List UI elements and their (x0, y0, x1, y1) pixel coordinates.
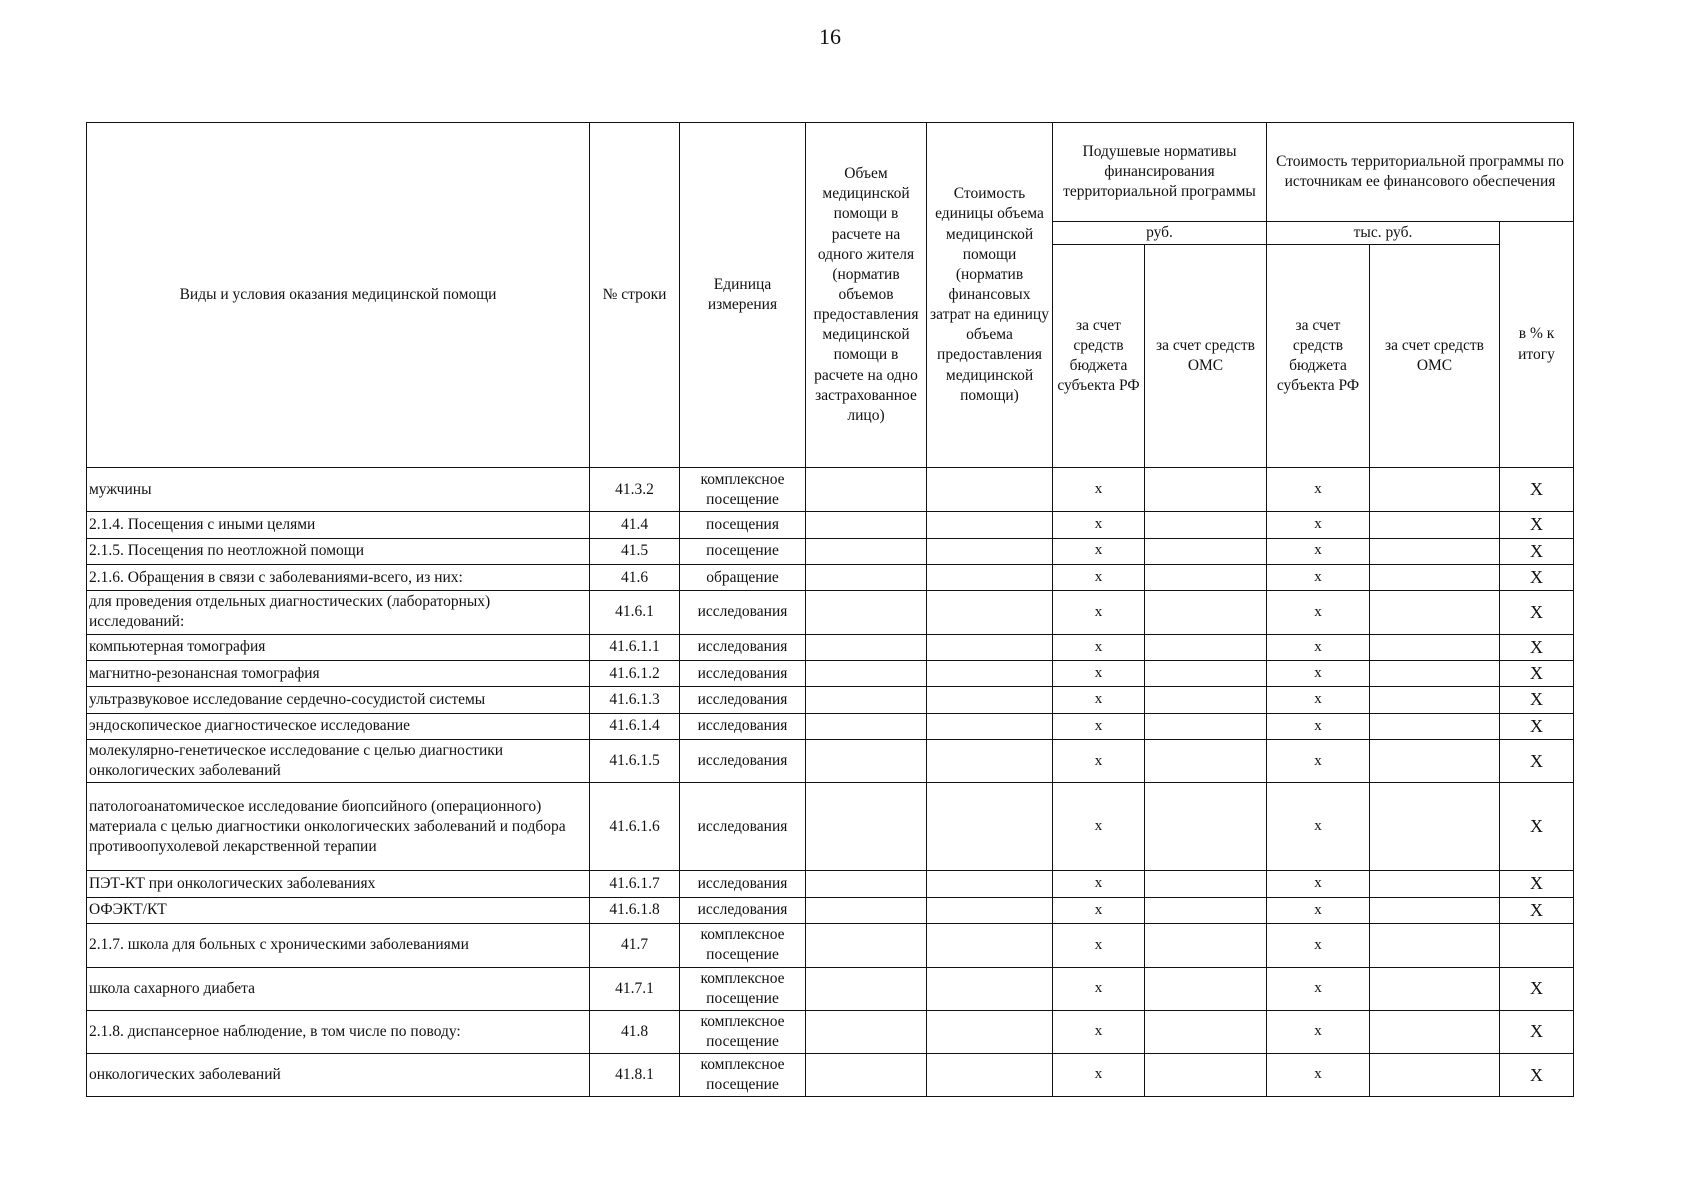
row-volume (806, 897, 927, 923)
row-unit: исследования (680, 740, 806, 783)
row-unit: исследования (680, 660, 806, 686)
row-code: 41.6.1.5 (590, 740, 680, 783)
row-percent: Х (1500, 660, 1574, 686)
row-unit-cost (927, 897, 1053, 923)
header-percent-total: в % к итогу (1500, 222, 1574, 468)
row-code: 41.7.1 (590, 967, 680, 1010)
row-budget-rf-2: х (1267, 512, 1370, 538)
row-name: для проведения отдельных диагностических (лабораторных) исследований: (87, 591, 590, 634)
row-oms (1145, 1010, 1267, 1053)
row-unit: исследования (680, 713, 806, 739)
row-budget-rf-2: х (1267, 538, 1370, 564)
row-budget-rf-2: х (1267, 1054, 1370, 1097)
row-code: 41.6.1.4 (590, 713, 680, 739)
row-code: 41.6.1.6 (590, 783, 680, 871)
row-oms (1145, 512, 1267, 538)
row-unit-cost (927, 740, 1053, 783)
row-unit: исследования (680, 634, 806, 660)
row-code: 41.5 (590, 538, 680, 564)
row-budget-rf: х (1053, 538, 1145, 564)
row-percent: Х (1500, 967, 1574, 1010)
row-unit: посещения (680, 512, 806, 538)
row-oms (1145, 740, 1267, 783)
table-row (87, 1010, 1574, 1053)
row-oms-2 (1370, 871, 1500, 897)
table-row (87, 871, 1574, 897)
row-volume (806, 713, 927, 739)
row-code: 41.6.1.8 (590, 897, 680, 923)
row-percent: Х (1500, 591, 1574, 634)
row-percent: Х (1500, 512, 1574, 538)
row-unit-cost (927, 564, 1053, 590)
row-name: ультразвуковое исследование сердечно-сосудистой системы (87, 687, 590, 713)
row-unit-cost (927, 1054, 1053, 1097)
row-budget-rf-2: х (1267, 783, 1370, 871)
row-code: 41.6.1.7 (590, 871, 680, 897)
table-row (87, 591, 1574, 634)
row-oms (1145, 660, 1267, 686)
row-code: 41.4 (590, 512, 680, 538)
row-oms (1145, 897, 1267, 923)
row-oms (1145, 591, 1267, 634)
row-unit: комплексное посещение (680, 468, 806, 512)
row-volume (806, 591, 927, 634)
row-name: онкологических заболеваний (87, 1054, 590, 1097)
table-row (87, 512, 1574, 538)
row-unit-cost (927, 468, 1053, 512)
row-code: 41.7 (590, 924, 680, 967)
row-budget-rf-2: х (1267, 564, 1370, 590)
row-unit: комплексное посещение (680, 924, 806, 967)
row-unit: комплексное посещение (680, 967, 806, 1010)
row-volume (806, 967, 927, 1010)
header-volume: Объем медицинской помощи в расчете на одного жителя (норматив объемов предоставления медицинской помощи в расчете на одно застрахованное лицо) (806, 123, 927, 468)
row-oms-2 (1370, 897, 1500, 923)
row-unit: исследования (680, 897, 806, 923)
row-volume (806, 660, 927, 686)
row-oms-2 (1370, 924, 1500, 967)
header-oms: за счет средств ОМС (1145, 245, 1267, 468)
header-budget-rf: за счет средств бюджета субъекта РФ (1053, 245, 1145, 468)
row-name: компьютерная томография (87, 634, 590, 660)
row-unit-cost (927, 660, 1053, 686)
row-unit: исследования (680, 591, 806, 634)
table-row (87, 1054, 1574, 1097)
row-oms-2 (1370, 783, 1500, 871)
row-volume (806, 468, 927, 512)
row-volume (806, 687, 927, 713)
row-unit: посещение (680, 538, 806, 564)
row-unit-cost (927, 687, 1053, 713)
row-oms (1145, 538, 1267, 564)
row-oms (1145, 1054, 1267, 1097)
row-unit-cost (927, 871, 1053, 897)
header-program-cost-group: Стоимость территориальной программы по источникам ее финансового обеспечения (1267, 123, 1574, 222)
header-per-capita-group: Подушевые нормативы финансирования территориальной программы (1053, 123, 1267, 222)
row-unit: исследования (680, 687, 806, 713)
row-percent: Х (1500, 871, 1574, 897)
row-name: 2.1.7. школа для больных с хроническими заболеваниями (87, 924, 590, 967)
row-volume (806, 1054, 927, 1097)
row-unit-cost (927, 512, 1053, 538)
row-code: 41.6 (590, 564, 680, 590)
row-volume (806, 634, 927, 660)
row-budget-rf: х (1053, 591, 1145, 634)
row-percent: Х (1500, 564, 1574, 590)
row-budget-rf-2: х (1267, 897, 1370, 923)
row-oms (1145, 713, 1267, 739)
row-percent: Х (1500, 740, 1574, 783)
row-name: молекулярно-генетическое исследование с целью диагностики онкологических заболеваний (87, 740, 590, 783)
table-row (87, 634, 1574, 660)
table-row (87, 564, 1574, 590)
row-budget-rf-2: х (1267, 871, 1370, 897)
row-code: 41.8.1 (590, 1054, 680, 1097)
financing-table (86, 122, 1574, 1097)
row-name: 2.1.4. Посещения с иными целями (87, 512, 590, 538)
row-oms-2 (1370, 713, 1500, 739)
table-row (87, 468, 1574, 512)
row-budget-rf: х (1053, 1054, 1145, 1097)
row-code: 41.6.1.3 (590, 687, 680, 713)
header-unit-thousand-rub: тыс. руб. (1267, 222, 1500, 245)
header-unit-cost: Стоимость единицы объема медицинской помощи (норматив финансовых затрат на единицу объема предоставления медицинской помощи) (927, 123, 1053, 468)
row-oms (1145, 634, 1267, 660)
row-budget-rf: х (1053, 687, 1145, 713)
row-budget-rf: х (1053, 871, 1145, 897)
row-name: магнитно-резонансная томография (87, 660, 590, 686)
row-volume (806, 1010, 927, 1053)
row-budget-rf-2: х (1267, 1010, 1370, 1053)
row-oms-2 (1370, 564, 1500, 590)
row-unit: комплексное посещение (680, 1010, 806, 1053)
row-oms (1145, 783, 1267, 871)
table-row (87, 740, 1574, 783)
row-budget-rf-2: х (1267, 660, 1370, 686)
row-volume (806, 924, 927, 967)
row-budget-rf: х (1053, 660, 1145, 686)
row-oms-2 (1370, 1010, 1500, 1053)
row-name: эндоскопическое диагностическое исследование (87, 713, 590, 739)
table-body (87, 468, 1574, 1097)
row-budget-rf: х (1053, 967, 1145, 1010)
row-unit-cost (927, 538, 1053, 564)
header-row-number: № строки (590, 123, 680, 468)
row-name: 2.1.6. Обращения в связи с заболеваниями-всего, из них: (87, 564, 590, 590)
row-volume (806, 512, 927, 538)
row-oms-2 (1370, 660, 1500, 686)
row-volume (806, 871, 927, 897)
row-oms-2 (1370, 512, 1500, 538)
row-budget-rf-2: х (1267, 468, 1370, 512)
table-row (87, 967, 1574, 1010)
row-volume (806, 538, 927, 564)
row-unit: исследования (680, 783, 806, 871)
row-volume (806, 740, 927, 783)
row-oms-2 (1370, 591, 1500, 634)
header-unit-rub: руб. (1053, 222, 1267, 245)
row-budget-rf-2: х (1267, 740, 1370, 783)
row-name: ПЭТ-КТ при онкологических заболеваниях (87, 871, 590, 897)
row-budget-rf-2: х (1267, 924, 1370, 967)
table-row (87, 897, 1574, 923)
row-budget-rf: х (1053, 713, 1145, 739)
row-oms (1145, 564, 1267, 590)
row-oms (1145, 687, 1267, 713)
table-row (87, 783, 1574, 871)
row-percent: Х (1500, 783, 1574, 871)
row-oms-2 (1370, 468, 1500, 512)
row-budget-rf: х (1053, 897, 1145, 923)
row-budget-rf-2: х (1267, 634, 1370, 660)
row-budget-rf-2: х (1267, 591, 1370, 634)
table-row (87, 660, 1574, 686)
row-oms-2 (1370, 687, 1500, 713)
row-budget-rf: х (1053, 468, 1145, 512)
row-code: 41.8 (590, 1010, 680, 1053)
row-unit-cost (927, 634, 1053, 660)
row-unit: обращение (680, 564, 806, 590)
header-budget-rf-2: за счет средств бюджета субъекта РФ (1267, 245, 1370, 468)
header-service-type: Виды и условия оказания медицинской помощи (87, 123, 590, 468)
row-unit-cost (927, 783, 1053, 871)
row-name: патологоанатомическое исследование биопсийного (операционного) материала с целью диагностики онкологических заболеваний и подбора противоопухолевой лекарственной терапии (87, 783, 590, 871)
row-unit: комплексное посещение (680, 1054, 806, 1097)
row-code: 41.6.1.2 (590, 660, 680, 686)
row-name: школа сахарного диабета (87, 967, 590, 1010)
row-code: 41.6.1.1 (590, 634, 680, 660)
row-name: 2.1.5. Посещения по неотложной помощи (87, 538, 590, 564)
table-row (87, 924, 1574, 967)
row-percent: Х (1500, 1054, 1574, 1097)
row-budget-rf: х (1053, 564, 1145, 590)
row-oms-2 (1370, 538, 1500, 564)
row-unit-cost (927, 967, 1053, 1010)
row-oms-2 (1370, 967, 1500, 1010)
row-volume (806, 564, 927, 590)
table-row (87, 687, 1574, 713)
row-name: ОФЭКТ/КТ (87, 897, 590, 923)
row-name: 2.1.8. диспансерное наблюдение, в том числе по поводу: (87, 1010, 590, 1053)
row-unit-cost (927, 713, 1053, 739)
page-number: 16 (819, 24, 841, 49)
row-percent: Х (1500, 1010, 1574, 1053)
table-row (87, 713, 1574, 739)
row-oms-2 (1370, 1054, 1500, 1097)
row-name: мужчины (87, 468, 590, 512)
row-percent: Х (1500, 634, 1574, 660)
row-budget-rf: х (1053, 634, 1145, 660)
row-percent: Х (1500, 897, 1574, 923)
row-percent: Х (1500, 687, 1574, 713)
row-oms (1145, 924, 1267, 967)
row-oms (1145, 871, 1267, 897)
row-budget-rf: х (1053, 924, 1145, 967)
row-percent (1500, 924, 1574, 967)
row-oms-2 (1370, 740, 1500, 783)
row-budget-rf: х (1053, 740, 1145, 783)
row-budget-rf: х (1053, 783, 1145, 871)
row-unit-cost (927, 591, 1053, 634)
row-unit-cost (927, 924, 1053, 967)
row-percent: Х (1500, 713, 1574, 739)
row-unit-cost (927, 1010, 1053, 1053)
row-volume (806, 783, 927, 871)
row-code: 41.3.2 (590, 468, 680, 512)
row-percent: Х (1500, 468, 1574, 512)
row-budget-rf: х (1053, 512, 1145, 538)
row-budget-rf-2: х (1267, 687, 1370, 713)
row-code: 41.6.1 (590, 591, 680, 634)
row-budget-rf-2: х (1267, 713, 1370, 739)
row-budget-rf: х (1053, 1010, 1145, 1053)
table-row (87, 538, 1574, 564)
row-percent: Х (1500, 538, 1574, 564)
row-oms-2 (1370, 634, 1500, 660)
row-oms (1145, 468, 1267, 512)
row-budget-rf-2: х (1267, 967, 1370, 1010)
row-unit: исследования (680, 871, 806, 897)
header-oms-2: за счет средств ОМС (1370, 245, 1500, 468)
row-oms (1145, 967, 1267, 1010)
header-unit: Единица измерения (680, 123, 806, 468)
